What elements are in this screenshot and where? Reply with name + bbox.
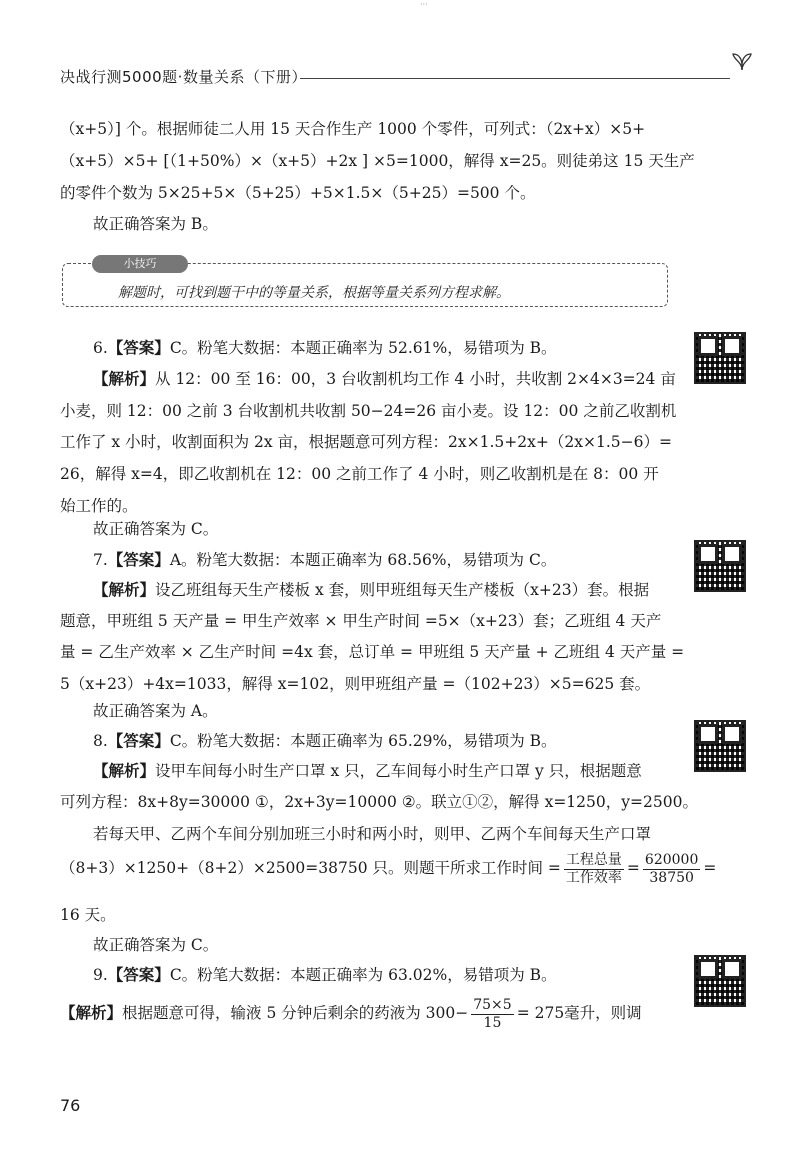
fraction-numerator: 620000 [644, 851, 699, 868]
text-line: 26，解得 x=4，即乙收割机在 12：00 之前工作了 4 小时，则乙收割机是在 8：00 开 [60, 465, 659, 483]
top-mark: ··· [420, 0, 428, 9]
answer-tag: 【答案】 [107, 339, 170, 357]
equation-prefix: （8+3）×1250+（8+2）×2500=38750 只。则题干所求工作时间 = [60, 859, 561, 877]
analysis-tag: 【解析】 [93, 762, 156, 780]
text-line: 的零件个数为 5×25+5×（5+25）+5×1.5×（5+25）=500 个。 [60, 184, 536, 202]
q6-answer [93, 337, 713, 359]
fraction-values [643, 852, 700, 887]
equals-sign: = [703, 859, 717, 877]
q9-analysis-pre: 根据题意可得，输液 5 分钟后剩余的药液为 300− [122, 1004, 469, 1022]
q7-answer-text: A。粉笔大数据：本题正确率为 68.56%，易错项为 C。 [169, 551, 557, 569]
answer-conclusion: 故正确答案为 B。 [93, 215, 218, 233]
q6-analysis [93, 368, 713, 390]
running-header: 决战行测5000题·数量关系（下册） [60, 68, 307, 86]
q9-analysis-post: = 275毫升，则调 [516, 1004, 642, 1022]
answer-conclusion: 故正确答案为 C。 [93, 520, 219, 538]
text-line: 5（x+23）+4x=1033，解得 x=102，则甲班组产量 =（102+23）×5=625 套。 [60, 675, 651, 693]
q9-answer [93, 964, 713, 986]
answer-tag: 【答案】 [107, 551, 170, 569]
page-number: 76 [60, 1096, 81, 1115]
text-line: 小麦，则 12：00 之前 3 台收割机共收割 50−24=26 亩小麦。设 12：00 之前乙收割机 [60, 402, 677, 420]
text-line: 题意，甲班组 5 天产量 = 甲生产效率 × 甲生产时间 =5×（x+23）套；乙班组 4 天产 [60, 612, 662, 630]
leaf-icon [730, 50, 754, 74]
fraction-denominator: 15 [483, 1014, 502, 1031]
fraction-work [564, 852, 624, 887]
q6-answer-text: C。粉笔大数据：本题正确率为 52.61%，易错项为 B。 [169, 339, 557, 357]
header-rule [300, 78, 730, 79]
q8-number: 8. [93, 732, 108, 750]
q8-answer [93, 730, 713, 752]
text-line: 16 天。 [60, 906, 116, 924]
text-line: 量 = 乙生产效率 × 乙生产时间 =4x 套，总订单 = 甲班组 5 天产量 + 乙班组 4 天产量 = [60, 643, 685, 661]
analysis-tag: 【解析】 [93, 370, 156, 388]
analysis-tag: 【解析】 [60, 1004, 123, 1022]
q9-number: 9. [93, 966, 108, 984]
q6-analysis-text: 从 12：00 至 16：00，3 台收割机均工作 4 小时，共收割 2×4×3=24 亩 [155, 370, 676, 388]
answer-tag: 【答案】 [107, 732, 170, 750]
fraction-numerator: 75×5 [473, 996, 512, 1013]
answer-tag: 【答案】 [107, 966, 170, 984]
text-line: 若每天甲、乙两个车间分别加班三小时和两小时，则甲、乙两个车间每天生产口罩 [93, 825, 652, 843]
equals-sign: = [626, 859, 640, 877]
text-line: （x+5）] 个。根据师徒二人用 15 天合作生产 1000 个零件，可列式：（2x+x）×5+ [60, 120, 646, 138]
fraction-denominator: 38750 [649, 869, 694, 886]
q7-number: 7. [93, 551, 108, 569]
tip-label: 小技巧 [92, 255, 188, 273]
text-line: （x+5）×5+ [（1+50%）×（x+5）+2x ] ×5=1000，解得 x=25。则徒弟这 15 天生产 [60, 152, 695, 170]
q9-answer-text: C。粉笔大数据：本题正确率为 63.02%，易错项为 B。 [169, 966, 557, 984]
q7-analysis [93, 579, 713, 601]
fraction-dose [471, 997, 513, 1032]
text-line: 可列方程：8x+8y=30000 ①，2x+3y=10000 ②。联立①②，解得 x=1250，y=2500。 [60, 793, 698, 811]
answer-conclusion: 故正确答案为 A。 [93, 702, 218, 720]
q8-analysis [93, 760, 713, 782]
q7-answer [93, 549, 713, 571]
fraction-numerator: 工程总量 [565, 851, 622, 868]
q8-analysis-text: 设甲车间每小时生产口罩 x 只，乙车间每小时生产口罩 y 只，根据题意 [155, 762, 642, 780]
q9-analysis [60, 993, 680, 1033]
analysis-tag: 【解析】 [93, 581, 156, 599]
q8-answer-text: C。粉笔大数据：本题正确率为 65.29%，易错项为 B。 [169, 732, 557, 750]
q7-analysis-text: 设乙班组每天生产楼板 x 套，则甲班组每天生产楼板（x+23）套。根据 [155, 581, 650, 599]
work-time-equation [60, 848, 717, 888]
tip-text: 解题时，可找到题干中的等量关系，根据等量关系列方程求解。 [118, 285, 510, 301]
qr-code-q9[interactable] [694, 955, 746, 1007]
fraction-denominator: 工作效率 [565, 869, 622, 886]
q6-number: 6. [93, 339, 108, 357]
text-line: 始工作的。 [60, 497, 138, 515]
text-line: 工作了 x 小时，收割面积为 2x 亩，根据题意可列方程：2x×1.5+2x+（2x×1.5−6）= [60, 433, 672, 451]
answer-conclusion: 故正确答案为 C。 [93, 936, 219, 954]
